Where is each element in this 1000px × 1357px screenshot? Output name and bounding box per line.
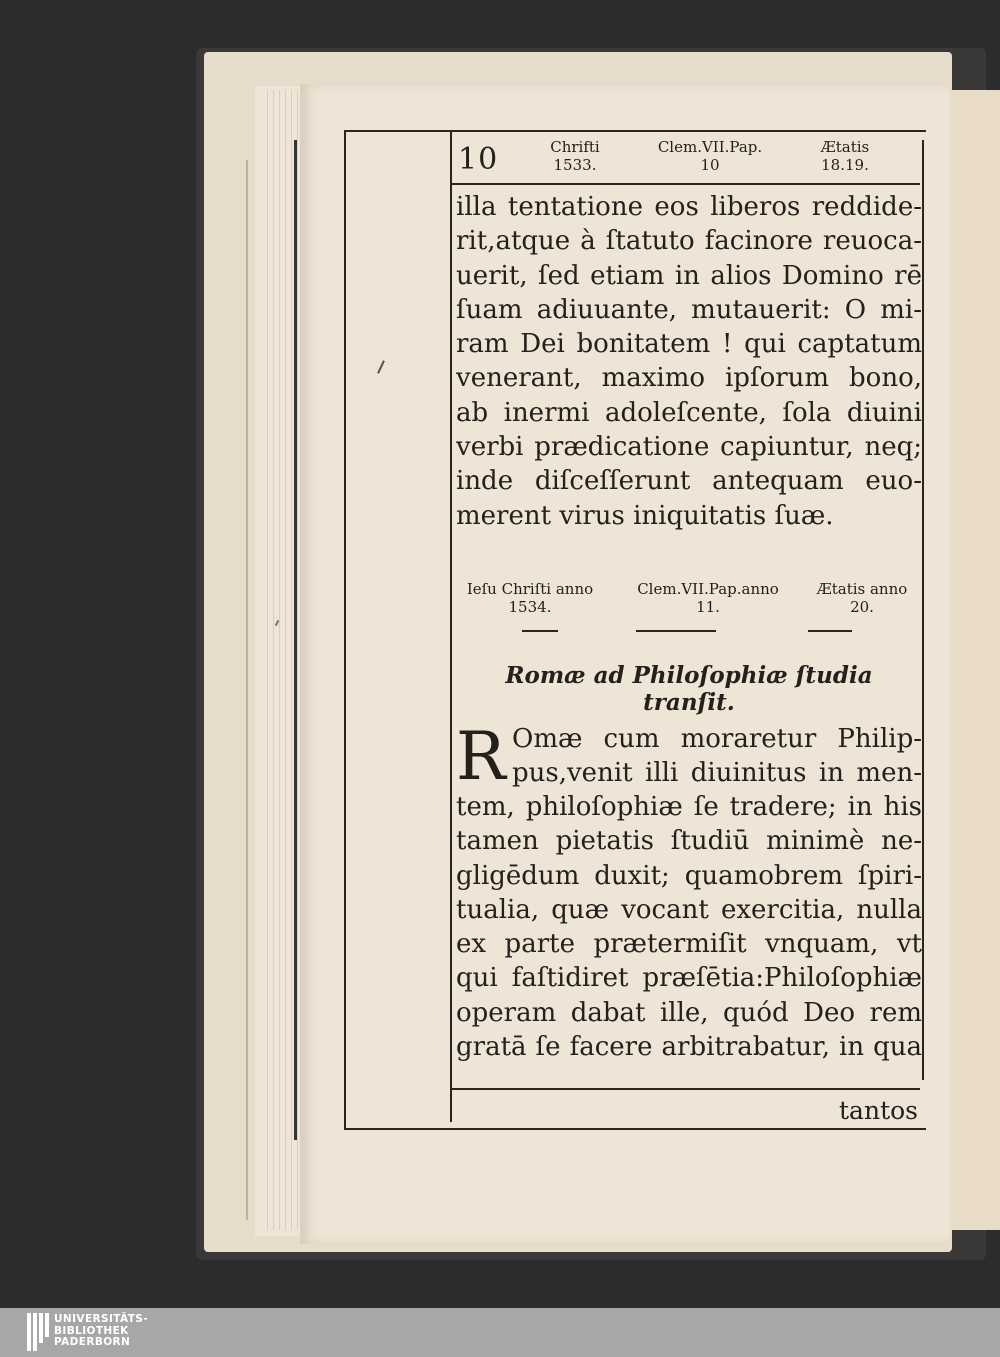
library-footer — [0, 1308, 1000, 1357]
library-name-line: UNIVERSITÄTS- — [54, 1313, 149, 1325]
text-line: ſuam adiuuante, mutauerit: O mi- — [456, 294, 922, 325]
section-aetatis-value: 20. — [850, 598, 874, 616]
page-number: 10 — [458, 142, 499, 177]
text-line: operam dabat ille, quód Deo rem — [456, 997, 922, 1028]
section-aetatis-label: Ætatis anno — [816, 580, 908, 598]
text-line: qui faſtidiret præſētia:Philoſophiæ — [456, 963, 922, 994]
text-line: tamen pietatis ſtudiū minimè ne- — [456, 826, 922, 857]
catchword: tantos — [839, 1096, 918, 1125]
fold-line — [246, 160, 248, 1220]
text-line: ab inermi adoleſcente, ſola diuini — [456, 397, 922, 428]
library-name-line: BIBLIOTHEK — [54, 1324, 129, 1337]
section-pope-label: Clem.VII.Pap.anno — [637, 580, 779, 598]
section-pope — [618, 580, 798, 616]
text-line: verbi prædicatione capiuntur, neq; — [456, 432, 922, 463]
drop-cap: R — [456, 718, 506, 795]
text-line: inde diſceſſerunt antequam euo- — [456, 466, 922, 497]
header-christi-label: Chrifti — [550, 138, 600, 156]
header-aetatis-value: 18.19. — [821, 156, 869, 174]
section-christi — [452, 580, 608, 616]
text-line: gligēdum duxit; quamobrem ſpiri- — [456, 860, 922, 891]
section-aetatis — [802, 580, 922, 616]
binding-line — [294, 140, 297, 1140]
text-line: venerant, maximo ipſorum bono, — [456, 363, 922, 394]
text-line: rit,atque à ſtatuto facinore reuoca- — [456, 226, 922, 257]
header-pope — [640, 138, 780, 174]
header-aetatis-label: Ætatis — [820, 138, 870, 156]
text-line: uerit, ſed etiam in alios Domino rē — [456, 260, 922, 291]
section-christi-year: 1534. — [508, 598, 552, 616]
paragraph-2-opening — [512, 722, 922, 791]
text-column-rule — [450, 130, 452, 1122]
text-line: merent virus iniquitatis ſuæ. — [456, 500, 834, 531]
header-christi — [530, 138, 620, 174]
section-christi-label: Ieſu Chriſti anno — [466, 580, 594, 598]
text-line: tualia, quæ vocant exercitia, nulla — [456, 894, 922, 925]
section-rule-right — [808, 630, 852, 632]
text-line: pus,venit illi diuinitus in men- — [512, 758, 922, 789]
text-line: Omæ cum moraretur Philip- — [512, 724, 922, 754]
library-name — [54, 1314, 148, 1349]
header-christi-year: 1533. — [553, 156, 597, 174]
paragraph-2 — [456, 790, 922, 1064]
bottom-rule — [452, 1088, 920, 1090]
text-line: gratā ſe facere arbitrabatur, in qua — [456, 1032, 922, 1063]
facing-page-edge — [948, 90, 1000, 1230]
section-title: Romæ ad Philoſophiæ ſtudia tranſit. — [505, 662, 873, 716]
header-aetatis — [800, 138, 890, 174]
header-pope-label: Clem.VII.Pap. — [657, 138, 763, 156]
header-rule — [452, 183, 920, 185]
section-rule-left — [522, 630, 558, 632]
section-rule-middle — [636, 630, 716, 632]
right-frame-rule — [922, 140, 924, 1080]
text-line: ex parte prætermiſit vnquam, vt — [456, 929, 922, 960]
text-line: ram Dei bonitatem ! qui captatum — [456, 329, 922, 360]
paragraph-1 — [456, 190, 922, 533]
text-line: tem, philoſophiæ ſe tradere; in his — [456, 792, 922, 822]
library-name-line: PADERBORN — [54, 1336, 131, 1348]
section-pope-year: 11. — [696, 598, 720, 616]
header-pope-year: 10 — [700, 156, 720, 174]
text-line: illa tentatione eos liberos reddide- — [456, 192, 922, 222]
